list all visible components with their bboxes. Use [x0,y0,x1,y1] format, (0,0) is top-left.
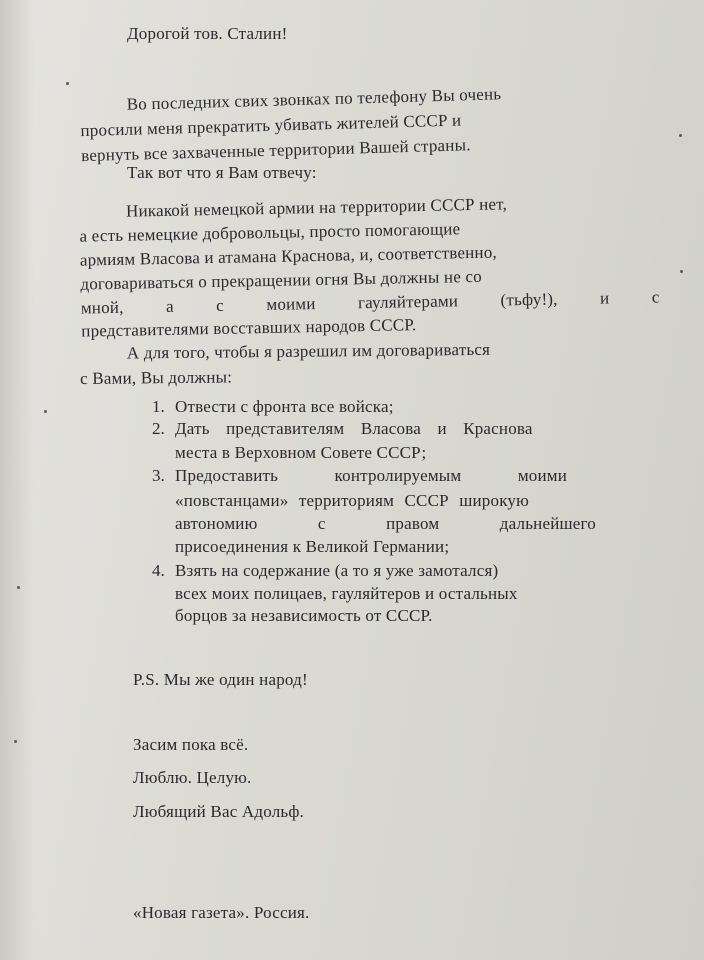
list-item-1-line-1: Отвести с фронта все войска; [175,397,394,416]
p1-line-2: просили меня прекратить убивать жителей СССР и [80,110,462,141]
list-item-2-line-2: места в Верховном Совете СССР; [175,443,427,462]
p3-line-5: мной, а с моими гауляйтерами (тьфу!), и с [80,287,660,318]
list-item-2-line-1: Дать представителям Власова и Краснова [175,419,533,438]
list-item-3-line-4: присоединения к Великой Германии; [175,537,450,556]
p1-line-3: вернуть все захваченные территории Вашей страны. [80,135,471,166]
p4-line-1: А для того, чтобы я разрешил им договариваться [126,339,491,363]
list-number: 2. [152,419,165,438]
postscript: P.S. Мы же один народ! [133,670,308,689]
list-item-4-line-2: всех моих полицаев, гауляйтеров и остальных [175,584,518,603]
paper-speck [17,586,20,589]
p4-line-2: с Вами, Вы должны: [80,367,233,389]
list-item-3-line-2: «повстанцами» территориям СССР широкую [175,491,530,510]
paper-speck [66,82,69,85]
list-number: 4. [152,561,165,580]
list-item-3-line-3: автономию с правом дальнейшего [175,514,596,533]
paragraph-2: Так вот что я Вам отвечу: [127,163,317,182]
list-item-4-line-1: Взять на содержание (а то я уже замотался) [175,561,499,580]
p3-line-1: Никакой немецкой армии на территории СССР нет, [125,194,508,221]
paper-speck [679,134,682,137]
p1-line-1: Во последних свих звонках по телефону Вы очень [126,84,502,114]
list-item-4-line-3: борцов за независимость от СССР. [175,606,433,625]
paper-speck [680,270,683,273]
closing-line-2: Люблю. Целую. [133,768,252,787]
p3-line-4: договариваться о прекращении огня Вы должны не со [80,266,483,294]
list-item-3-line-1: Предоставить контролируемым моими [175,466,568,485]
source-credit: «Новая газета». Россия. [133,903,310,922]
greeting: Дорогой тов. Сталин! [127,24,288,43]
p3-line-6: представителями восставших народов СССР. [81,315,417,341]
p3-line-2: а есть немецкие добровольцы, просто помогающие [79,219,461,246]
list-number: 3. [152,466,165,485]
paper-speck [14,740,17,743]
paper-speck [44,410,47,413]
closing-line-1: Засим пока всё. [133,735,249,754]
p3-line-3: армиям Власова и атамана Краснова, и, соответственно, [79,242,498,270]
list-number: 1. [152,397,165,416]
signature-line: Любящий Вас Адольф. [133,802,304,821]
